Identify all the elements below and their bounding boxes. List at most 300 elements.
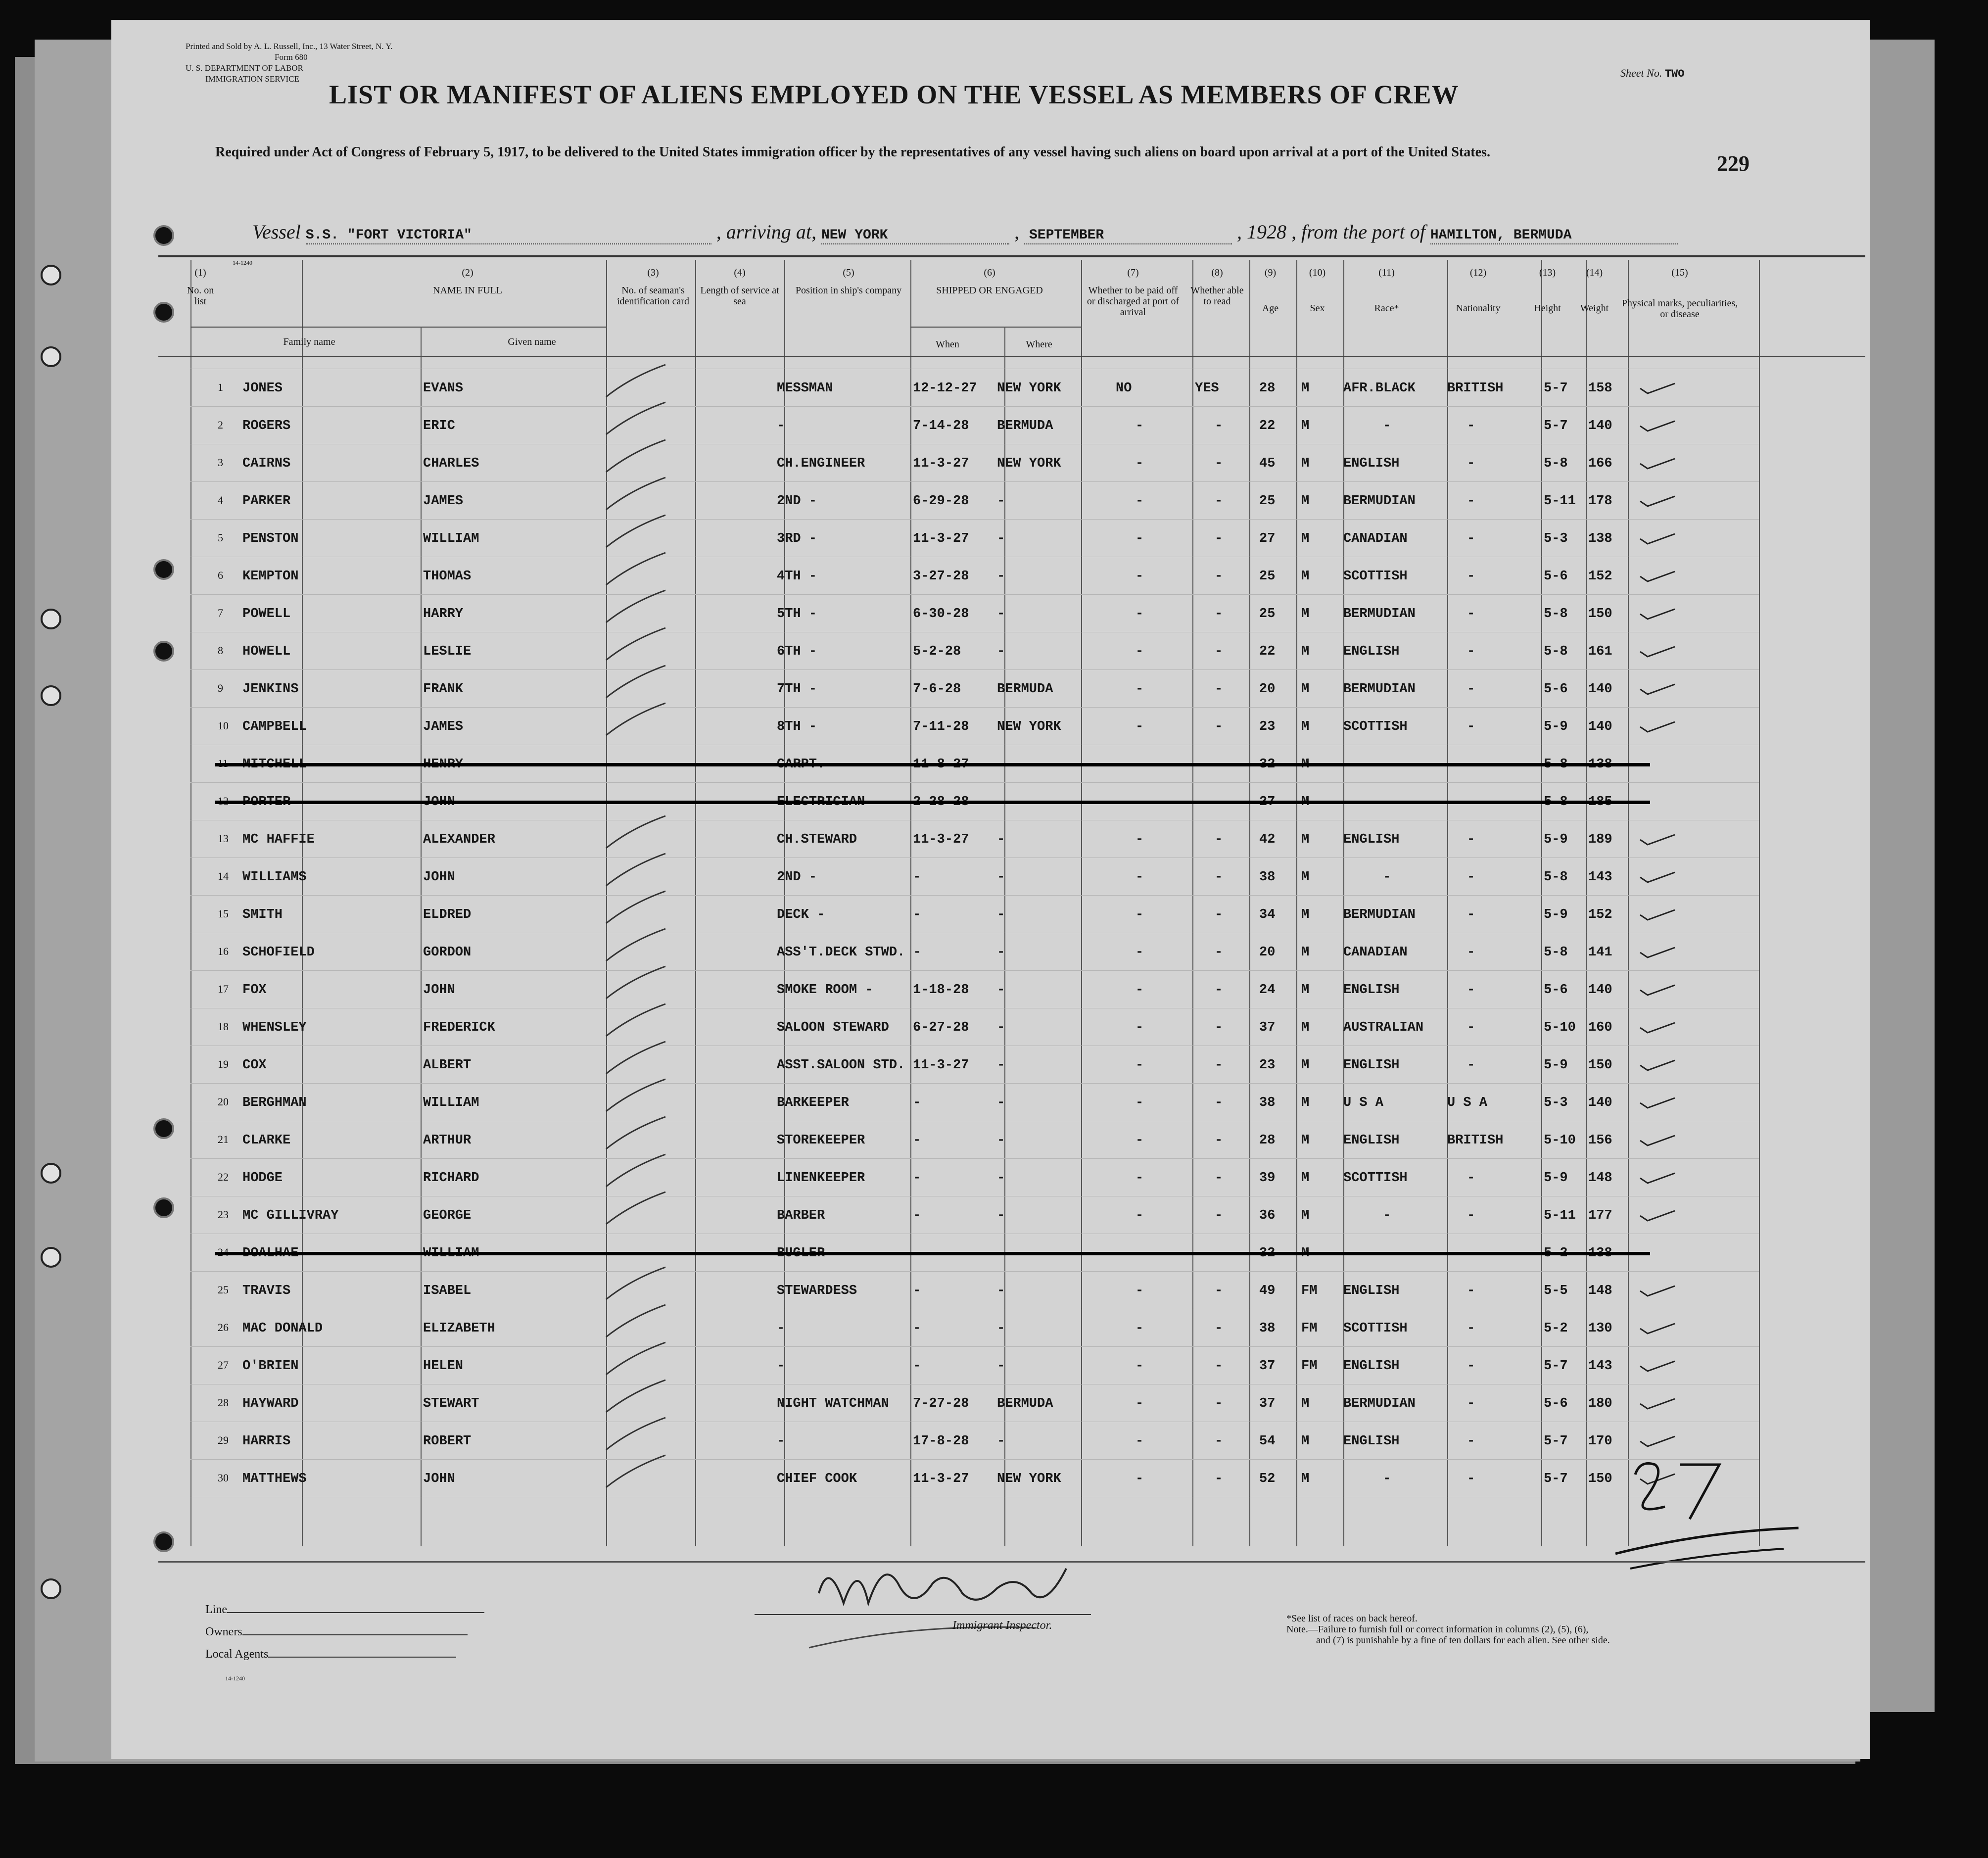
col-8-header: (8) Whether able to read xyxy=(1190,267,1244,307)
given-name: FRANK xyxy=(423,682,464,697)
col-1-header: (1) No. on list xyxy=(187,267,214,307)
row-number: 22 xyxy=(218,1171,229,1183)
shipped-when: 11-3-27 xyxy=(913,456,969,471)
able-to-read: YES xyxy=(1195,381,1219,396)
paid-off: - xyxy=(1136,1058,1144,1073)
age: 42 xyxy=(1259,832,1276,847)
shipped-when: 12-12-27 xyxy=(913,381,977,396)
shipped-when: 7-11-28 xyxy=(913,719,969,734)
given-name: HELEN xyxy=(423,1359,464,1374)
strike-through-line xyxy=(215,1252,1650,1255)
table-row xyxy=(111,823,1870,861)
shipped-where: - xyxy=(997,1171,1005,1186)
table-row xyxy=(111,899,1870,936)
position: CH.STEWARD xyxy=(777,832,857,847)
shipped-when: - xyxy=(913,1284,921,1298)
weight: 177 xyxy=(1588,1208,1612,1223)
age: 23 xyxy=(1259,719,1276,734)
sex: M xyxy=(1301,1058,1310,1073)
age: 24 xyxy=(1259,983,1276,998)
shipped-where: BERMUDA xyxy=(997,419,1053,433)
shipped-when: - xyxy=(913,1133,921,1148)
sex: M xyxy=(1301,1434,1310,1449)
race: - xyxy=(1383,1472,1391,1486)
col-3-header: (3) No. of seaman's identification card xyxy=(616,267,690,307)
height: 5-7 xyxy=(1544,1472,1568,1486)
family-name: HODGE xyxy=(242,1171,283,1186)
weight: 156 xyxy=(1588,1133,1612,1148)
weight: 140 xyxy=(1588,983,1612,998)
shipped-where: - xyxy=(997,1020,1005,1035)
nationality: - xyxy=(1467,531,1475,546)
col-6a-header: When xyxy=(936,339,959,350)
shipped-where: - xyxy=(997,870,1005,885)
height: 5-10 xyxy=(1544,1133,1576,1148)
family-name: CAIRNS xyxy=(242,456,291,471)
shipped-when: 1-18-28 xyxy=(913,983,969,998)
shipped-where: - xyxy=(997,1359,1005,1374)
col-2a-header: Family name xyxy=(283,336,335,347)
table-row xyxy=(111,786,1870,823)
table-row xyxy=(111,1237,1870,1275)
position: - xyxy=(777,1359,785,1374)
nationality: BRITISH xyxy=(1447,1133,1504,1148)
age: 38 xyxy=(1259,870,1276,885)
shipped-when: - xyxy=(913,1208,921,1223)
col-9-header: (9) Age xyxy=(1262,267,1279,314)
check-mark-icon xyxy=(586,1190,675,1234)
col-15-header: (15) Physical marks, peculiarities, or disease xyxy=(1621,267,1738,320)
weight: 152 xyxy=(1588,907,1612,922)
height: 5-6 xyxy=(1544,1396,1568,1411)
able-to-read: - xyxy=(1215,1472,1223,1486)
paid-off: - xyxy=(1136,1208,1144,1223)
position: BARKEEPER xyxy=(777,1096,849,1110)
position: LINENKEEPER xyxy=(777,1171,865,1186)
height: 5-9 xyxy=(1544,907,1568,922)
shipped-where: - xyxy=(997,1208,1005,1223)
nationality: - xyxy=(1467,1321,1475,1336)
strike-through-line xyxy=(215,801,1650,804)
table-row xyxy=(111,936,1870,974)
shipped-when: 17-8-28 xyxy=(913,1434,969,1449)
weight: 140 xyxy=(1588,1096,1612,1110)
row-number: 1 xyxy=(218,381,223,393)
col-6b-header: Where xyxy=(1026,339,1052,350)
height: 5-7 xyxy=(1544,1434,1568,1449)
nationality: - xyxy=(1467,832,1475,847)
col-2-header: (2) NAME IN FULL xyxy=(433,267,502,296)
position: SALOON STEWARD xyxy=(777,1020,889,1035)
age: 45 xyxy=(1259,456,1276,471)
shipped-when: - xyxy=(913,1171,921,1186)
shipped-where: - xyxy=(997,832,1005,847)
nationality: - xyxy=(1467,682,1475,697)
height: 5-2 xyxy=(1544,1321,1568,1336)
paid-off: - xyxy=(1136,607,1144,621)
strike-through-line xyxy=(215,763,1650,766)
binder-hole xyxy=(41,685,61,706)
able-to-read: - xyxy=(1215,1321,1223,1336)
race: ENGLISH xyxy=(1343,1058,1400,1073)
shipped-where: - xyxy=(997,569,1005,584)
sheet-label: Sheet No. xyxy=(1620,67,1662,79)
sex: M xyxy=(1301,907,1310,922)
family-name: MATTHEWS xyxy=(242,1472,307,1486)
header-rule xyxy=(158,255,1865,257)
family-name: CAMPBELL xyxy=(242,719,307,734)
weight: 140 xyxy=(1588,682,1612,697)
check-mark-icon xyxy=(1638,1015,1682,1040)
shipped-when: 6-30-28 xyxy=(913,607,969,621)
sex: M xyxy=(1301,682,1310,697)
family-name: JONES xyxy=(242,381,283,396)
race: U S A xyxy=(1343,1096,1384,1110)
table-row xyxy=(111,1350,1870,1387)
age: 37 xyxy=(1259,1359,1276,1374)
row-number: 2 xyxy=(218,419,223,431)
age: 20 xyxy=(1259,945,1276,960)
table-row xyxy=(111,1199,1870,1237)
able-to-read: - xyxy=(1215,569,1223,584)
age: 20 xyxy=(1259,682,1276,697)
height: 5-8 xyxy=(1544,945,1568,960)
given-name: ELDRED xyxy=(423,907,472,922)
able-to-read: - xyxy=(1215,1208,1223,1223)
height: 5-9 xyxy=(1544,719,1568,734)
check-mark-icon xyxy=(1638,602,1682,626)
given-name: HARRY xyxy=(423,607,464,621)
family-name: PENSTON xyxy=(242,531,299,546)
nationality: - xyxy=(1467,1472,1475,1486)
able-to-read: - xyxy=(1215,1133,1223,1148)
nationality: - xyxy=(1467,870,1475,885)
row-number: 8 xyxy=(218,644,223,657)
nationality: - xyxy=(1467,569,1475,584)
family-name: JENKINS xyxy=(242,682,299,697)
shipped-where: - xyxy=(997,531,1005,546)
row-number: 21 xyxy=(218,1133,229,1145)
shipped-where: NEW YORK xyxy=(997,381,1061,396)
able-to-read: - xyxy=(1215,1096,1223,1110)
sex: M xyxy=(1301,1133,1310,1148)
paid-off: - xyxy=(1136,907,1144,922)
family-name: POWELL xyxy=(242,607,291,621)
family-name: TRAVIS xyxy=(242,1284,291,1298)
given-name: ALBERT xyxy=(423,1058,472,1073)
able-to-read: - xyxy=(1215,456,1223,471)
age: 28 xyxy=(1259,381,1276,396)
sex: M xyxy=(1301,494,1310,509)
weight: 143 xyxy=(1588,870,1612,885)
row-number: 20 xyxy=(218,1096,229,1108)
check-mark-icon xyxy=(1638,1053,1682,1078)
height: 5-7 xyxy=(1544,381,1568,396)
family-name: MAC DONALD xyxy=(242,1321,323,1336)
race: CANADIAN xyxy=(1343,531,1408,546)
able-to-read: - xyxy=(1215,1396,1223,1411)
nationality: U S A xyxy=(1447,1096,1488,1110)
printer-line: Printed and Sold by A. L. Russell, Inc., 13 Water Street, N. Y. xyxy=(186,42,393,51)
col-14-header: (14) Weight xyxy=(1580,267,1609,314)
row-number: 13 xyxy=(218,832,229,845)
nationality: - xyxy=(1467,983,1475,998)
shipped-when: 6-29-28 xyxy=(913,494,969,509)
check-mark-icon xyxy=(586,1453,675,1497)
shipped-where: NEW YORK xyxy=(997,1472,1061,1486)
binder-hole xyxy=(41,1247,61,1268)
height: 5-8 xyxy=(1544,456,1568,471)
position: BARBER xyxy=(777,1208,825,1223)
height: 5-7 xyxy=(1544,419,1568,433)
position: MESSMAN xyxy=(777,381,833,396)
vessel-name: S.S. "FORT VICTORIA" xyxy=(305,228,472,243)
arriving-port: NEW YORK xyxy=(821,228,888,243)
given-name: ROBERT xyxy=(423,1434,472,1449)
check-mark-icon xyxy=(1638,1203,1682,1228)
given-name: RICHARD xyxy=(423,1171,479,1186)
given-name: ARTHUR xyxy=(423,1133,472,1148)
shipped-where: - xyxy=(997,1058,1005,1073)
age: 25 xyxy=(1259,569,1276,584)
nationality: - xyxy=(1467,1284,1475,1298)
position: 2ND - xyxy=(777,494,817,509)
given-name: STEWART xyxy=(423,1396,479,1411)
shipped-where: - xyxy=(997,1434,1005,1449)
age: 36 xyxy=(1259,1208,1276,1223)
family-name: O'BRIEN xyxy=(242,1359,299,1374)
family-name: WHENSLEY xyxy=(242,1020,307,1035)
shipped-when: - xyxy=(913,870,921,885)
age: 22 xyxy=(1259,419,1276,433)
given-name: WILLIAM xyxy=(423,1096,479,1110)
row-number: 26 xyxy=(218,1321,229,1334)
family-name: SCHOFIELD xyxy=(242,945,315,960)
table-row xyxy=(111,1011,1870,1049)
paid-off: - xyxy=(1136,1171,1144,1186)
check-mark-icon xyxy=(1638,376,1682,401)
table-row xyxy=(111,598,1870,635)
given-name: WILLIAM xyxy=(423,531,479,546)
weight: 130 xyxy=(1588,1321,1612,1336)
paid-off: - xyxy=(1136,1321,1144,1336)
weight: 138 xyxy=(1588,531,1612,546)
shipped-when: 5-2-28 xyxy=(913,644,961,659)
check-mark-icon xyxy=(1638,677,1682,702)
check-mark-icon xyxy=(1638,1166,1682,1191)
shipped-where: - xyxy=(997,945,1005,960)
shipped-when: 3-27-28 xyxy=(913,569,969,584)
table-row xyxy=(111,711,1870,748)
given-name: LESLIE xyxy=(423,644,472,659)
sex: M xyxy=(1301,1208,1310,1223)
sex: M xyxy=(1301,419,1310,433)
race: AUSTRALIAN xyxy=(1343,1020,1424,1035)
row-number: 17 xyxy=(218,983,229,995)
from-label: , from the port of xyxy=(1291,221,1425,243)
shipped-where: BERMUDA xyxy=(997,682,1053,697)
vessel-line: Vessel S.S. "FORT VICTORIA" , arriving at, NEW YORK , SEPTEMBER , 1928 , from the port of HAMILTON, BERMUDA xyxy=(252,220,1678,244)
row-number: 9 xyxy=(218,682,223,694)
arrival-year: , 1928 xyxy=(1237,221,1286,243)
sex: M xyxy=(1301,1171,1310,1186)
able-to-read: - xyxy=(1215,983,1223,998)
check-mark-icon xyxy=(1638,414,1682,438)
col-5-header: (5) Position in ship's company xyxy=(795,267,902,296)
nationality: - xyxy=(1467,907,1475,922)
binder-hole xyxy=(41,1578,61,1599)
header-subrule xyxy=(190,327,606,328)
given-name: ERIC xyxy=(423,419,455,433)
table-row xyxy=(111,1312,1870,1350)
weight: 148 xyxy=(1588,1171,1612,1186)
page-title: LIST OR MANIFEST OF ALIENS EMPLOYED ON THE VESSEL AS MEMBERS OF CREW xyxy=(329,80,1459,109)
weight: 150 xyxy=(1588,1058,1612,1073)
table-row xyxy=(111,523,1870,560)
height: 5-8 xyxy=(1544,644,1568,659)
check-mark-icon xyxy=(586,701,675,745)
sex: M xyxy=(1301,1096,1310,1110)
row-number: 18 xyxy=(218,1020,229,1033)
nationality: - xyxy=(1467,1020,1475,1035)
arriving-label: , arriving at, xyxy=(716,221,816,243)
table-row xyxy=(111,372,1870,410)
row-number: 10 xyxy=(218,719,229,732)
nationality: - xyxy=(1467,494,1475,509)
shipped-where: NEW YORK xyxy=(997,456,1061,471)
position: ASST.SALOON STD. xyxy=(777,1058,905,1073)
position: CHIEF COOK xyxy=(777,1472,857,1486)
given-name: THOMAS xyxy=(423,569,472,584)
height: 5-6 xyxy=(1544,569,1568,584)
sex: M xyxy=(1301,531,1310,546)
race: CANADIAN xyxy=(1343,945,1408,960)
able-to-read: - xyxy=(1215,1284,1223,1298)
nationality: - xyxy=(1467,1359,1475,1374)
check-mark-icon xyxy=(1638,903,1682,927)
sex: M xyxy=(1301,381,1310,396)
shipped-when: - xyxy=(913,1359,921,1374)
table-row xyxy=(111,485,1870,523)
binder-hole xyxy=(153,225,174,246)
table-row xyxy=(111,560,1870,598)
position: 3RD - xyxy=(777,531,817,546)
family-name: COX xyxy=(242,1058,267,1073)
race: BERMUDIAN xyxy=(1343,607,1416,621)
age: 39 xyxy=(1259,1171,1276,1186)
position: NIGHT WATCHMAN xyxy=(777,1396,889,1411)
shipped-when: 7-6-28 xyxy=(913,682,961,697)
col-12-header: (12) Nationality xyxy=(1456,267,1501,314)
family-name: PARKER xyxy=(242,494,291,509)
weight: 152 xyxy=(1588,569,1612,584)
weight: 180 xyxy=(1588,1396,1612,1411)
able-to-read: - xyxy=(1215,870,1223,885)
binder-hole xyxy=(153,641,174,662)
owners-field: Owners xyxy=(205,1625,468,1639)
check-mark-icon xyxy=(1638,526,1682,551)
position: 5TH - xyxy=(777,607,817,621)
check-mark-icon xyxy=(1638,564,1682,589)
weight: 160 xyxy=(1588,1020,1612,1035)
shipped-where: - xyxy=(997,1321,1005,1336)
shipped-where: BERMUDA xyxy=(997,1396,1053,1411)
given-name: JOHN xyxy=(423,983,455,998)
printer-imprint xyxy=(186,41,393,85)
age: 28 xyxy=(1259,1133,1276,1148)
position: - xyxy=(777,419,785,433)
row-number: 29 xyxy=(218,1434,229,1446)
age: 38 xyxy=(1259,1096,1276,1110)
position: CH.ENGINEER xyxy=(777,456,865,471)
paid-off: - xyxy=(1136,419,1144,433)
given-name: GEORGE xyxy=(423,1208,472,1223)
page-number: 229 xyxy=(1717,151,1750,176)
family-name: FOX xyxy=(242,983,267,998)
weight: 158 xyxy=(1588,381,1612,396)
sex: M xyxy=(1301,1396,1310,1411)
given-name: GORDON xyxy=(423,945,472,960)
paid-off: - xyxy=(1136,832,1144,847)
sex: M xyxy=(1301,569,1310,584)
row-number: 14 xyxy=(218,870,229,882)
able-to-read: - xyxy=(1215,494,1223,509)
table-row xyxy=(111,1162,1870,1199)
nationality: - xyxy=(1467,1208,1475,1223)
nationality: BRITISH xyxy=(1447,381,1504,396)
sex: M xyxy=(1301,945,1310,960)
age: 23 xyxy=(1259,1058,1276,1073)
able-to-read: - xyxy=(1215,419,1223,433)
sex: M xyxy=(1301,644,1310,659)
check-mark-icon xyxy=(1638,451,1682,476)
age: 54 xyxy=(1259,1434,1276,1449)
nationality: - xyxy=(1467,719,1475,734)
nationality: - xyxy=(1467,1434,1475,1449)
race: ENGLISH xyxy=(1343,983,1400,998)
race: SCOTTISH xyxy=(1343,719,1408,734)
able-to-read: - xyxy=(1215,907,1223,922)
paid-off: - xyxy=(1136,682,1144,697)
binder-hole xyxy=(153,559,174,580)
table-row xyxy=(111,1387,1870,1425)
paid-off: - xyxy=(1136,1096,1144,1110)
weight: 143 xyxy=(1588,1359,1612,1374)
paid-off: - xyxy=(1136,644,1144,659)
race: - xyxy=(1383,1208,1391,1223)
check-mark-icon xyxy=(1638,1279,1682,1303)
sheet-number xyxy=(1620,67,1684,80)
family-name: MC HAFFIE xyxy=(242,832,315,847)
age: 38 xyxy=(1259,1321,1276,1336)
position: 2ND - xyxy=(777,870,817,885)
able-to-read: - xyxy=(1215,531,1223,546)
binder-hole xyxy=(153,1531,174,1552)
line-field: Line xyxy=(205,1603,484,1617)
family-name: HAYWARD xyxy=(242,1396,299,1411)
check-mark-icon xyxy=(1638,489,1682,514)
signature-line xyxy=(755,1614,1091,1615)
paid-off: - xyxy=(1136,1434,1144,1449)
table-row xyxy=(111,974,1870,1011)
weight: 170 xyxy=(1588,1434,1612,1449)
nationality: - xyxy=(1467,1171,1475,1186)
shipped-where: NEW YORK xyxy=(997,719,1061,734)
weight: 141 xyxy=(1588,945,1612,960)
binder-hole xyxy=(41,265,61,286)
sex: M xyxy=(1301,607,1310,621)
row-number: 7 xyxy=(218,607,223,619)
